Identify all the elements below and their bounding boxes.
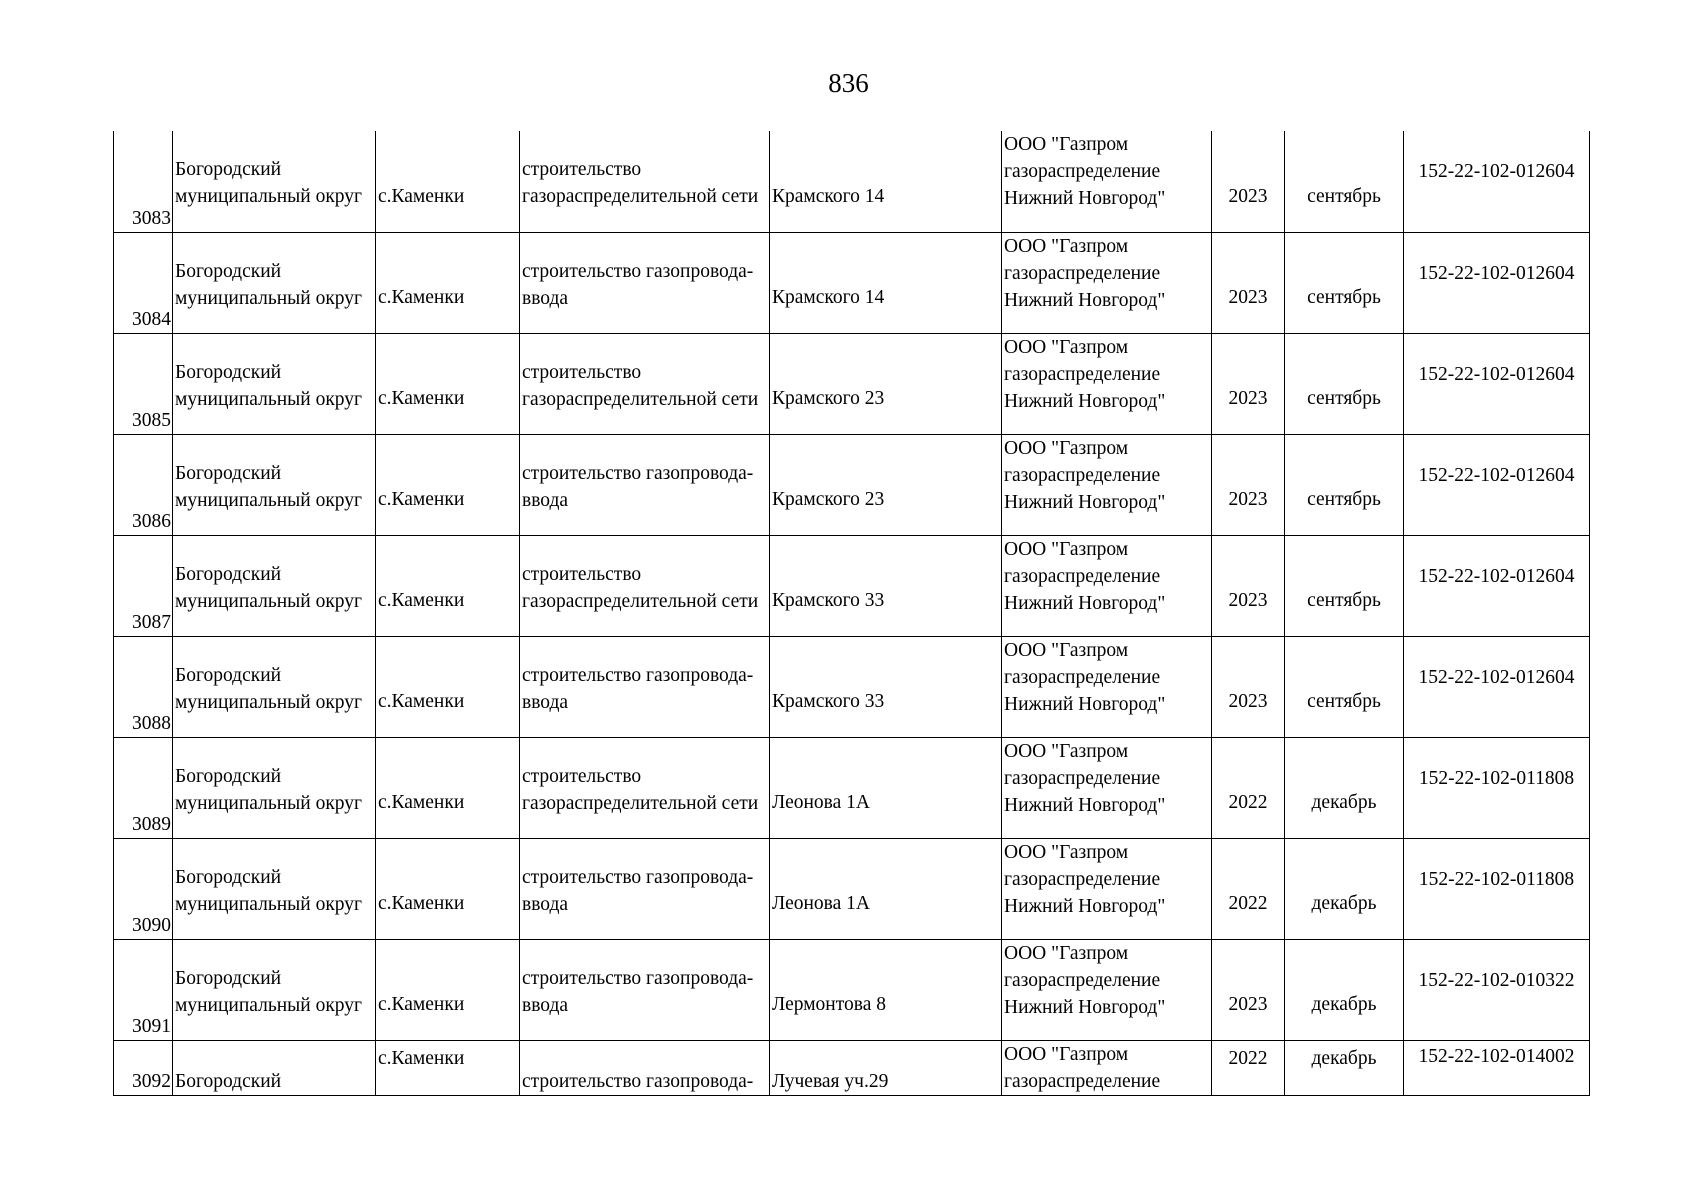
organization-line: газораспределение: [1004, 666, 1161, 688]
code-cell: 152-22-102-011808: [1404, 737, 1590, 838]
place-cell: с.Каменки: [376, 838, 520, 939]
organization-line: ООО "Газпром: [1004, 740, 1129, 762]
work-type-line: строительство газопровода-: [522, 260, 754, 282]
month-cell: сентябрь: [1285, 333, 1404, 434]
place-cell: с.Каменки: [376, 535, 520, 636]
row-number-cell: 3083: [114, 131, 173, 232]
row-number-cell: 3084: [114, 232, 173, 333]
row-number-cell: 3090: [114, 838, 173, 939]
organization-line: Нижний Новгород": [1004, 289, 1166, 311]
organization-line: газораспределение: [1004, 969, 1161, 991]
district-line: Богородский: [175, 1070, 282, 1092]
organization-line: газораспределение: [1004, 565, 1161, 587]
district-cell: [173, 737, 376, 838]
table-body: [114, 131, 1590, 1095]
work-type-line: строительство: [522, 765, 642, 787]
work-type-cell: [520, 131, 770, 232]
organization-line: Нижний Новгород": [1004, 491, 1166, 513]
work-type-cell: [520, 535, 770, 636]
district-line: муниципальный округ: [175, 186, 363, 208]
organization-line: ООО "Газпром: [1004, 437, 1129, 459]
district-cell: [173, 838, 376, 939]
address-cell: Крамского 14: [770, 131, 1002, 232]
work-type-line: строительство газопровода-: [522, 664, 754, 686]
row-number-cell: 3091: [114, 939, 173, 1040]
address-cell: Крамского 33: [770, 535, 1002, 636]
organization-line: ООО "Газпром: [1004, 336, 1129, 358]
table-row: [114, 1040, 1590, 1095]
organization-cell: [1002, 232, 1212, 333]
organization-line: ООО "Газпром: [1004, 639, 1129, 661]
work-type-line: газораспределительной сети: [522, 590, 759, 612]
row-number-cell: 3088: [114, 636, 173, 737]
district-line: муниципальный округ: [175, 388, 363, 410]
code-cell: 152-22-102-011808: [1404, 838, 1590, 939]
district-line: муниципальный округ: [175, 489, 363, 511]
code-cell: 152-22-102-012604: [1404, 131, 1590, 232]
organization-cell: [1002, 838, 1212, 939]
district-line: муниципальный округ: [175, 994, 363, 1016]
table-row: [114, 232, 1590, 333]
work-type-line: ввода: [522, 893, 569, 915]
row-number-cell: 3086: [114, 434, 173, 535]
organization-line: газораспределение: [1004, 161, 1161, 182]
district-line: Богородский: [175, 765, 282, 787]
place-cell: с.Каменки: [376, 939, 520, 1040]
district-line: муниципальный округ: [175, 893, 363, 915]
table-row: [114, 737, 1590, 838]
month-cell: декабрь: [1285, 838, 1404, 939]
address-cell: Крамского 23: [770, 434, 1002, 535]
organization-line: газораспределение: [1004, 262, 1161, 284]
row-number-cell: 3089: [114, 737, 173, 838]
work-type-cell: [520, 939, 770, 1040]
row-number-cell: 3087: [114, 535, 173, 636]
register-table: [113, 131, 1590, 1096]
organization-line: Нижний Новгород": [1004, 390, 1166, 412]
organization-line: газораспределение: [1004, 363, 1161, 385]
district-cell: [173, 333, 376, 434]
work-type-line: строительство газопровода-: [522, 1070, 754, 1092]
place-cell: с.Каменки: [376, 636, 520, 737]
organization-line: газораспределение: [1004, 1070, 1161, 1092]
organization-line: Нижний Новгород": [1004, 996, 1166, 1018]
organization-line: ООО "Газпром: [1004, 538, 1129, 560]
month-cell: декабрь: [1285, 1040, 1404, 1095]
work-type-cell: [520, 838, 770, 939]
organization-cell: [1002, 434, 1212, 535]
district-line: муниципальный округ: [175, 691, 363, 713]
address-cell: Крамского 33: [770, 636, 1002, 737]
code-cell: 152-22-102-014002: [1404, 1040, 1590, 1095]
address-cell: Лучевая уч.29: [770, 1040, 1002, 1095]
table-row: [114, 636, 1590, 737]
district-line: Богородский: [175, 462, 282, 484]
work-type-line: ввода: [522, 489, 569, 511]
address-cell: Леонова 1А: [770, 838, 1002, 939]
work-type-cell: [520, 737, 770, 838]
organization-line: газораспределение: [1004, 464, 1161, 486]
district-line: муниципальный округ: [175, 792, 363, 814]
organization-line: Нижний Новгород": [1004, 794, 1166, 816]
district-line: Богородский: [175, 664, 282, 686]
address-cell: Крамского 23: [770, 333, 1002, 434]
work-type-cell: [520, 636, 770, 737]
district-cell: [173, 636, 376, 737]
work-type-line: строительство: [522, 159, 642, 181]
organization-cell: [1002, 333, 1212, 434]
month-cell: сентябрь: [1285, 131, 1404, 232]
work-type-line: газораспределительной сети: [522, 792, 759, 814]
organization-line: газораспределение: [1004, 868, 1161, 890]
work-type-line: строительство: [522, 563, 642, 585]
year-cell: 2022: [1212, 1040, 1285, 1095]
district-cell: [173, 939, 376, 1040]
district-line: Богородский: [175, 159, 282, 181]
district-cell: [173, 232, 376, 333]
month-cell: сентябрь: [1285, 535, 1404, 636]
district-cell: [173, 1040, 376, 1095]
year-cell: 2023: [1212, 131, 1285, 232]
month-cell: сентябрь: [1285, 434, 1404, 535]
organization-line: Нижний Новгород": [1004, 693, 1166, 715]
code-cell: 152-22-102-012604: [1404, 232, 1590, 333]
month-cell: сентябрь: [1285, 636, 1404, 737]
table-row: [114, 434, 1590, 535]
work-type-line: строительство газопровода-: [522, 462, 754, 484]
district-line: муниципальный округ: [175, 287, 363, 309]
table-row: [114, 131, 1590, 232]
district-line: Богородский: [175, 563, 282, 585]
organization-line: ООО "Газпром: [1004, 841, 1129, 863]
organization-line: ООО "Газпром: [1004, 235, 1129, 257]
table-row: [114, 838, 1590, 939]
district-line: Богородский: [175, 866, 282, 888]
place-cell: с.Каменки: [376, 434, 520, 535]
organization-cell: [1002, 939, 1212, 1040]
year-cell: 2023: [1212, 636, 1285, 737]
organization-cell: [1002, 737, 1212, 838]
code-cell: 152-22-102-012604: [1404, 535, 1590, 636]
organization-line: ООО "Газпром: [1004, 1043, 1129, 1065]
work-type-line: строительство газопровода-: [522, 967, 754, 989]
year-cell: 2023: [1212, 535, 1285, 636]
work-type-line: строительство: [522, 361, 642, 383]
work-type-line: газораспределительной сети: [522, 388, 759, 410]
month-cell: декабрь: [1285, 939, 1404, 1040]
district-line: Богородский: [175, 361, 282, 383]
district-line: Богородский: [175, 967, 282, 989]
organization-cell: [1002, 1040, 1212, 1095]
organization-cell: [1002, 131, 1212, 232]
organization-line: ООО "Газпром: [1004, 942, 1129, 964]
address-cell: Леонова 1А: [770, 737, 1002, 838]
work-type-cell: [520, 434, 770, 535]
work-type-cell: [520, 232, 770, 333]
table-row: [114, 333, 1590, 434]
place-cell: с.Каменки: [376, 232, 520, 333]
row-number-cell: 3092: [114, 1040, 173, 1095]
place-cell: с.Каменки: [376, 333, 520, 434]
place-cell: с.Каменки: [376, 1040, 520, 1095]
organization-cell: [1002, 636, 1212, 737]
year-cell: 2023: [1212, 333, 1285, 434]
place-cell: с.Каменки: [376, 737, 520, 838]
district-line: муниципальный округ: [175, 590, 363, 612]
code-cell: 152-22-102-012604: [1404, 434, 1590, 535]
address-cell: Лермонтова 8: [770, 939, 1002, 1040]
organization-line: Нижний Новгород": [1004, 592, 1166, 614]
table-row: [114, 535, 1590, 636]
organization-line: Нижний Новгород": [1004, 188, 1166, 209]
work-type-line: ввода: [522, 994, 569, 1016]
district-cell: [173, 535, 376, 636]
year-cell: 2023: [1212, 434, 1285, 535]
work-type-line: газораспределительной сети: [522, 186, 759, 208]
code-cell: 152-22-102-010322: [1404, 939, 1590, 1040]
place-cell: с.Каменки: [376, 131, 520, 232]
organization-line: ООО "Газпром: [1004, 134, 1129, 155]
district-cell: [173, 434, 376, 535]
address-cell: Крамского 14: [770, 232, 1002, 333]
year-cell: 2023: [1212, 232, 1285, 333]
year-cell: 2023: [1212, 939, 1285, 1040]
district-cell: [173, 131, 376, 232]
work-type-line: ввода: [522, 691, 569, 713]
code-cell: 152-22-102-012604: [1404, 636, 1590, 737]
table-row: [114, 939, 1590, 1040]
district-line: Богородский: [175, 260, 282, 282]
year-cell: 2022: [1212, 737, 1285, 838]
organization-cell: [1002, 535, 1212, 636]
organization-line: Нижний Новгород": [1004, 895, 1166, 917]
work-type-line: ввода: [522, 287, 569, 309]
work-type-line: строительство газопровода-: [522, 866, 754, 888]
work-type-cell: [520, 1040, 770, 1095]
page-number: 836: [828, 68, 869, 98]
work-type-cell: [520, 333, 770, 434]
code-cell: 152-22-102-012604: [1404, 333, 1590, 434]
row-number-cell: 3085: [114, 333, 173, 434]
month-cell: сентябрь: [1285, 232, 1404, 333]
year-cell: 2022: [1212, 838, 1285, 939]
organization-line: газораспределение: [1004, 767, 1161, 789]
month-cell: декабрь: [1285, 737, 1404, 838]
